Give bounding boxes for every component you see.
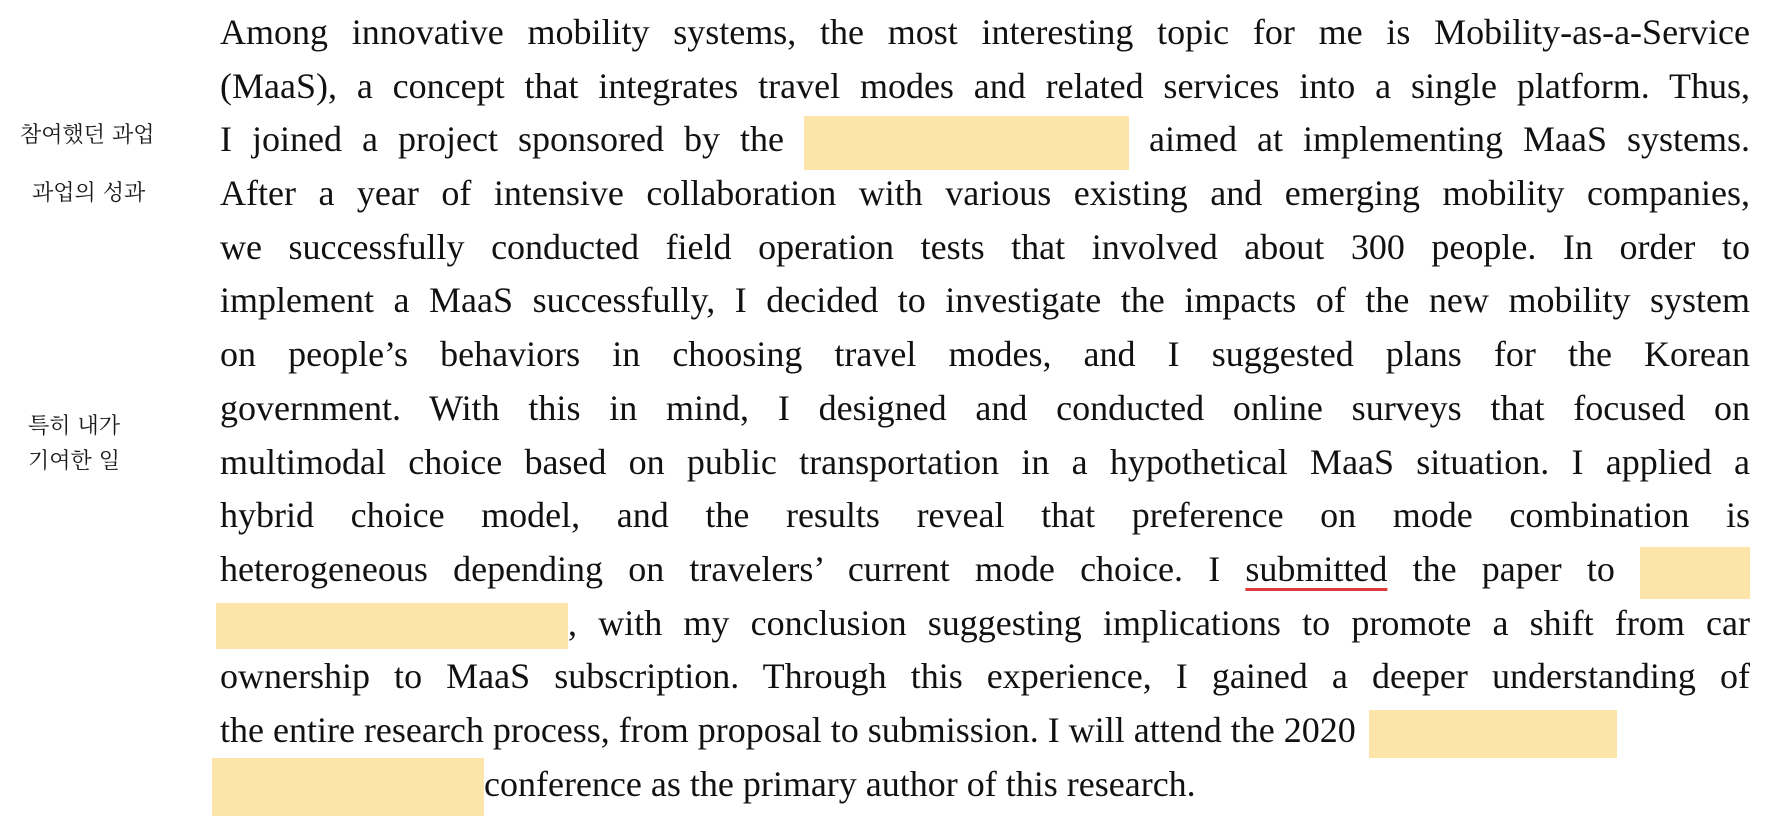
redaction-block (216, 603, 568, 649)
essay-line: (MaaS), a concept that integrates travel modes and related services into a single platform. Thus, (220, 65, 1750, 106)
essay-line: After a year of intensive collaboration with various existing and emerging mobility companies, (220, 173, 1750, 214)
essay-text: , with my conclusion suggesting implications to promote a shift from car (568, 602, 1750, 643)
essay-text: I joined a project sponsored by the (220, 119, 784, 160)
essay-text: conference as the primary author of this research. (484, 763, 1196, 804)
essay-line: we successfully conducted field operation tests that involved about 300 people. In order to (220, 226, 1750, 267)
redaction-block (1640, 547, 1750, 599)
essay-line (220, 758, 1750, 812)
essay-line: on people’s behaviors in choosing travel modes, and I suggested plans for the Korean (220, 334, 1750, 375)
essay-line: hybrid choice model, and the results reveal that preference on mode combination is (220, 495, 1750, 536)
margin-note-contribution-1: 특히 내가 (28, 414, 121, 439)
margin-note-contribution-2: 기여한 일 (28, 449, 121, 474)
redaction-block (212, 758, 484, 816)
essay-line (220, 543, 1750, 597)
essay-line: Among innovative mobility systems, the most interesting topic for me is Mobility-as-a-Service (220, 12, 1750, 52)
redaction-block (804, 116, 1129, 170)
essay-line: implement a MaaS successfully, I decided to investigate the impacts of the new mobility system (220, 280, 1750, 321)
essay-line (220, 113, 1750, 167)
essay-line (220, 597, 1750, 651)
essay-line: government. With this in mind, I designed and conducted online surveys that focused on (220, 387, 1750, 428)
spellcheck-flagged-word[interactable]: submitted (1245, 548, 1388, 589)
essay-text: heterogeneous depending on travelers’ current mode choice. I (220, 548, 1221, 589)
essay-text: the entire research process, from proposal to submission. I will attend the 2020 (220, 709, 1356, 750)
essay-text: aimed at implementing MaaS systems. (1149, 119, 1751, 160)
redaction-block (1369, 710, 1617, 758)
essay-text: the paper to (1412, 548, 1615, 589)
margin-note-project: 참여했던 과업 (20, 123, 155, 148)
essay-line (220, 704, 1750, 758)
essay-line: multimodal choice based on public transportation in a hypothetical MaaS situation. I applied a (220, 441, 1750, 482)
essay-paragraph (220, 6, 1750, 811)
margin-note-result: 과업의 성과 (32, 181, 146, 206)
essay-line: ownership to MaaS subscription. Through this experience, I gained a deeper understanding of (220, 656, 1750, 697)
